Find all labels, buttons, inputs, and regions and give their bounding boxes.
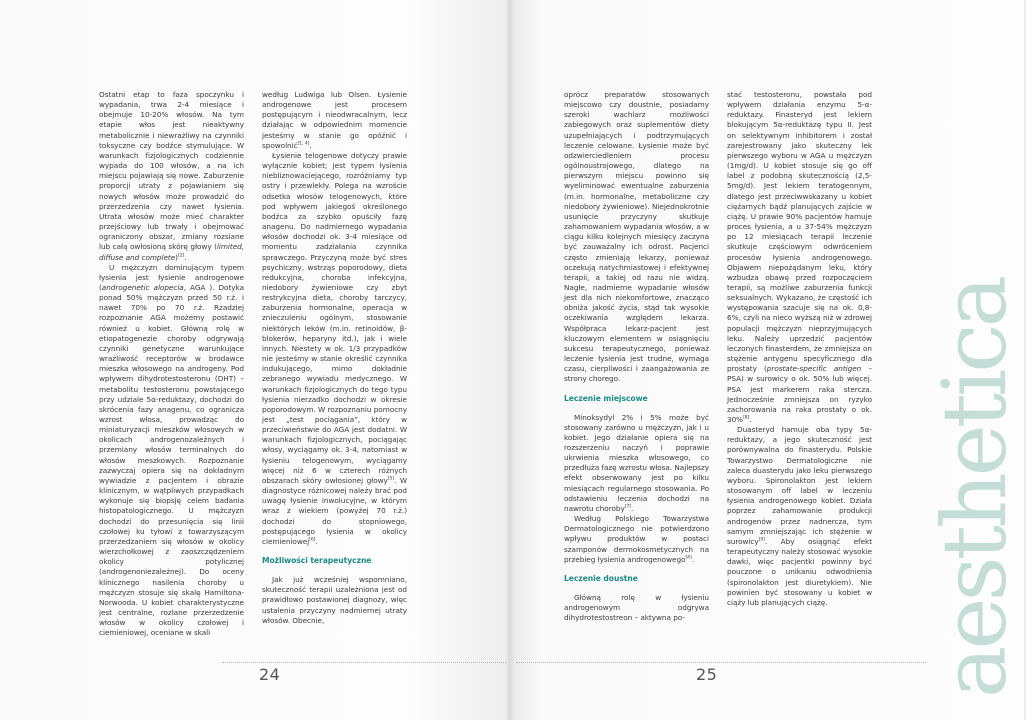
right-page-column-2 bbox=[727, 90, 872, 608]
paragraph: Duasteryd hamuje oba typy 5α-reduktazy, a jego skuteczność jest porównywalna do finasterydu. Polskie Towarzystwo Dermatologiczne nie zaleca duasterydu jako leku pierwszego wyboru. Spironolakton jest lekiem stosowanym off label w leczeniu łysienia androgenowego kobiet. Działa poprzez zahamowanie produkcji androgenów przez nadnercza, tym samym zmniejszając ich stężenie w surowicy[9]. Aby osiągnąć efekt terapeutyczny należy stosować wysokie dawki, więc pacjentki powinny być pouczone o unikaniu odwodnienia (spironolakton jest diuretykiem). Nie powinien być stosowany u kobiet w ciąży lub planujących ciążę. bbox=[727, 425, 872, 607]
page-number-left: 24 bbox=[259, 665, 281, 684]
section-heading: Leczenie miejscowe bbox=[564, 393, 648, 403]
citation: [4] bbox=[685, 555, 692, 561]
paragraph: oprócz preparatów stosowanych miejscowo czy doustnie, posiadamy szeroki wachlarz możliwości zabiegowych oraz suplementów diety uzupełniających i podtrzymujących leczenie celowane. Łysienie może być odzwierciedleniem procesu ogólnoustrojowego, dlatego na pierwszym miejscu powinno się wyeliminować ewentualne zaburzenia (m.in. hormonalne, metaboliczne czy niedobory żywieniowe). Niejednokrotnie usunięcie przyczyny skutkuje zahamowaniem wypadania włosów, a w ciągu kilku kolejnych miesięcy zaczyna być zauważalny ich odrost. Pacjenci często zmieniają lekarzy, ponieważ oczekują natychmiastowej i efektywnej terapii, a takiej od razu nie widzą. Nagłe, nadmierne wypadanie włosów jest dla nich niekomfortowe, znacząco obniża jakość życia, stąd tak wysokie oczekiwania względem lekarza. Współpraca lekarz-pacjent jest kluczowym elementem w osiągnięciu sukcesu terapeutycznego, ponieważ leczenie łysienia jest trudne, wymaga czasu, cierpliwości i zaangażowania ze strony chorego. bbox=[564, 90, 709, 384]
footer-rule-right bbox=[516, 662, 926, 663]
paragraph: według Ludwiga lub Olsen. Łysienie androgenowe jest procesem postępującym i nieodwracalnym, lecz działając w odpowiednim momencie jesteśmy w stanie go opóźnić i spowolnić[1, 4]. bbox=[262, 90, 407, 150]
paragraph: Ostatni etap to faza spoczynku i wypadania, trwa 2-4 miesiące i obejmuje 10-20% włosów. Na tym etapie włos jest nieaktywny metabolicznie i niewrażliwy na czynniki toksyczne czy bodźce stymulujące. W warunkach fizjologicznych codziennie wypada do 100 włosów, a na ich miejscu pojawiają się nowe. Zaburzenie proporcji utraty z pojawianiem się nowych włosów może prowadzić do przerzedzenia czy nawet łysienia. Utrata włosów może mieć charakter przejściowy lub trwały i obejmować ograniczony obszar, zmiany rozsiane lub całą owłosioną skórę głowy (limited, diffuse and complete)[2]. bbox=[99, 90, 244, 262]
section-heading: Możliwości terapeutyczne bbox=[262, 556, 372, 566]
citation: [7] bbox=[624, 504, 632, 510]
footer-rule-left bbox=[222, 662, 506, 663]
brand-logo-text: aesthetica bbox=[923, 278, 1026, 698]
citation: [9] bbox=[758, 537, 765, 543]
paragraph: Łysienie telogenowe dotyczy prawie wyłącznie kobiet; jest typem łysienia niebliznowaciejącego, rozróżniamy typ ostry i przewlekły. Polega na wzroście odsetka włosów telogenowych, które pod wpływem jakiegoś określonego bodźca za szybko opuściły fazę anagenu. Do nadmiernego wypadania włosów dochodzi ok. 3-4 miesiące od momentu zadziałania czynnika sprawczego. Przyczyną może być stres psychiczny, wstrząs poporodowy, dieta redukcyjna, choroba infekcyjna, niedobory żywieniowe czy zbyt restrykcyjna dieta, choroby tarczycy, zaburzenia hormonalne, operacja w znieczuleniu ogólnym, stosowanie niektórych leków (m.in. retinoidów, β-blokerów, heparyny itd.), jak i wiele innych. Niestety w ok. 1/3 przypadków nie jesteśmy w stanie określić czynnika indukującego, mimo dokładnie zebranego wywiadu medycznego. W warunkach fizjologicznych do tego typu łysienia nierzadko dochodzi w okresie poporodowym. W rozpoznaniu pomocny jest „test pociągania”, który w przeciwieństwie do AGA jest dodatni. W warunkach fizjologicznych, pociągając włosy, wyciągamy ok. 3-4, natomiast w łysieniu telogenowym, wyciągamy więcej niż 6 w czterech różnych obszarach skóry owłosionej głowy[5]. W diagnostyce różnicowej należy brać pod uwagę łysienie inwolucyjne, w którym wraz z wiekiem (powyżej 70 r.ż.) dochodzi do stopniowego, postępującego łysienia w okolicy ciemieniowej[6]. bbox=[262, 150, 407, 546]
book-gutter bbox=[504, 0, 516, 720]
left-page bbox=[0, 0, 508, 720]
paragraph: Jak już wcześniej wspomniano, skuteczność terapii uzależniona jest od prawidłowo postawionej diagnozy, więc ustalenia przyczyny nadmiernej utraty włosów. Obecnie, bbox=[262, 575, 407, 625]
left-page-column-1 bbox=[99, 90, 244, 638]
paragraph: Według Polskiego Towarzystwa Dermatologicznego nie potwierdzono wpływu produktów w postaci szamponów dermokosmetycznych na przebieg łysienia androgenowego[4]. bbox=[564, 514, 709, 564]
paragraph: Główną rolę w łysieniu androgenowym odgrywa dihydrotestostreon – aktywna po- bbox=[564, 592, 709, 623]
section-heading: Leczenie doustne bbox=[564, 573, 638, 583]
paragraph: Minoksydyl 2% i 5% może być stosowany zarówno u mężczyzn, jak i u kobiet. Jego działanie opiera się na rozszerzeniu naczyń i poprawie ukrwienia mieszka włosowego, co przedłuża fazę wzrostu włosa. Najlepszy efekt obserwowany jest po kilku miesiącach regularnego stosowania. Po odstawieniu leczenia dochodzi na nawrotu choroby[7]. bbox=[564, 412, 709, 513]
citation: [1, 4] bbox=[297, 141, 310, 147]
paragraph: U mężczyzn dominującym typem łysienia jest łysienie androgenowe (androgenetic alopecia, AGA ). Dotyka ponad 50% mężczyzn przed 50 r.ż. i nawet 70% po 70 r.ż. Rzadziej rozpoznanie AGA możemy postawić również u kobiet. Główną rolę w etiopatogenezie choroby odgrywają czynniki genetyczne warunkujące wrażliwość receptorów w brodawce mieszka włosowego na androgeny. Pod wpływem dihydrotestosteronu (DHT) – metabolitu testosteronu powstającego przy udziale 5α-reduktazy, dochodzi do skrócenia fazy anagenu, co ogranicza wzrost włosa, prowadząc do miniaturyzacji mieszków włosowych w okolicach androgenozależnych i przemiany włosów terminalnych do włosów meszkowych. Rozpoznanie zazwyczaj opiera się na dokładnym wywiadzie z pacjentem i obrazie klinicznym, w wątpliwych przypadkach wykonuje się biopsję celem badania histopatologicznego. U mężczyzn dochodzi do przesunięcia się linii czołowej ku tyłowi z towarzyszącym przerzedzaniem się włosów w okolicy wierzchołkowej z zaoszczędzeniem okolicy potylicznej (androgenoniezależnej). Do oceny klinicznego nasilenia choroby u mężczyzn stosuje się skalę Hamiltona-Norwooda. U kobiet charakterystyczne jest centralne, rozlane przerzedzenie włosów w okolicy czołowej i ciemieniowej, oceniane w skali bbox=[99, 262, 244, 638]
citation: [5] bbox=[387, 476, 395, 482]
right-page-column-1 bbox=[564, 90, 709, 623]
citation: [2] bbox=[177, 253, 185, 259]
citation: [8] bbox=[743, 415, 750, 421]
citation: [6] bbox=[309, 537, 316, 543]
left-page-column-2 bbox=[262, 90, 407, 626]
paragraph: stać testosteronu, powstała pod wpływem działania enzymu 5-α-reduktazy. Finasteryd jest lekiem blokującym 5α-reduktazę typu II. Jest on selektywnym inhibitorem i został zarejestrowany jako skuteczny lek pierwszego wyboru w AGA u mężczyzn (1mg/d). U kobiet stosuje się go off label z podobną skutecznością (2,5-5mg/d). Jest lekiem teratogennym, dlatego jest przeciwwskazany u kobiet ciężarnych bądź planujących zajście w ciążę. U prawie 90% pacjentów hamuje proces łysienia, a u 37-54% mężczyzn po 12 miesiącach terapii leczenie skutkuje częściowym odwróceniem procesów łysienia androgenowego. Objawem niepożądanym leku, który wzbudza obawę przed rozpoczęciem terapii, są możliwe zaburzenia funkcji seksualnych. Wykazano, że częstość ich występowania szacuje się na ok. 0,8-6%, czyli na nieco wyższą niż w zdrowej populacji mężczyzn nieprzyjmujących leku. Należy uprzedzić pacjentów leczonych finasterdem, że zmniejsza on stężenie antygenu specyficznego dla prostaty (prostate-specific antigen – PSA) w surowicy o ok. 50% lub więcej. PSA jest markerem raka stercza. Jednocześnie zmniejsza on ryzyko zachorowania na raka prostaty o ok. 30%[8]. bbox=[727, 90, 873, 424]
brand-watermark bbox=[923, 278, 1026, 698]
page-number-right: 25 bbox=[696, 665, 718, 684]
